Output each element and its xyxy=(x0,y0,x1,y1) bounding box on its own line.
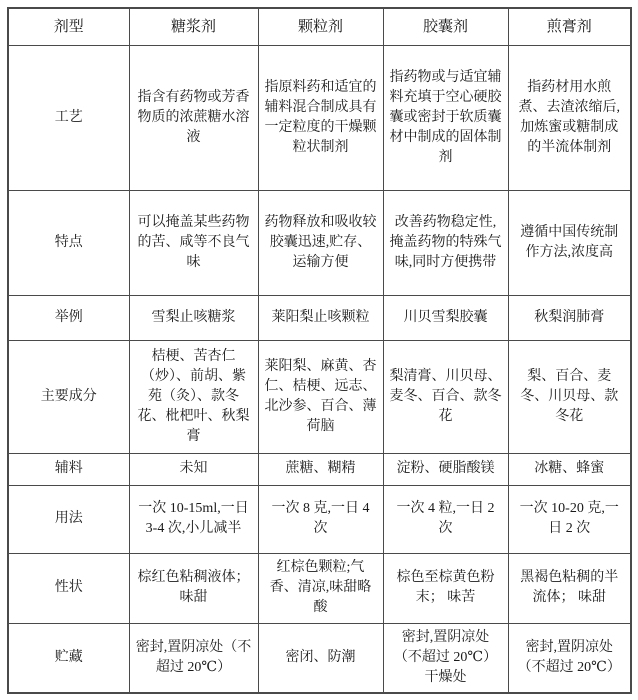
table-row xyxy=(8,485,631,553)
table-cell: 莱阳梨、麻黄、杏仁、桔梗、远志、北沙参、百合、薄荷脑 xyxy=(258,340,383,453)
table-cell: 密封,置阴凉处（不超过 20℃） xyxy=(129,623,258,693)
table-cell: 棕色至棕黄色粉末； 味苦 xyxy=(383,553,508,623)
row-label-gongyi: 工艺 xyxy=(8,45,129,190)
table-row xyxy=(8,553,631,623)
table-cell: 一次 4 粒,一日 2 次 xyxy=(383,485,508,553)
table-cell: 淀粉、硬脂酸镁 xyxy=(383,453,508,485)
table-cell: 蔗糖、糊精 xyxy=(258,453,383,485)
table-row xyxy=(8,340,631,453)
table-cell: 密闭、防潮 xyxy=(258,623,383,693)
table-row xyxy=(8,623,631,693)
row-label-zhucang: 贮藏 xyxy=(8,623,129,693)
row-label-xingzhuang: 性状 xyxy=(8,553,129,623)
table-cell: 秋梨润肺膏 xyxy=(508,295,631,340)
table-cell: 指含有药物或芳香物质的浓蔗糖水溶液 xyxy=(129,45,258,190)
row-label-juli: 举例 xyxy=(8,295,129,340)
table-header-row xyxy=(8,8,631,45)
table-cell: 遵循中国传统制作方法,浓度高 xyxy=(508,190,631,295)
table-cell: 药物释放和吸收较胶囊迅速,贮存、运输方便 xyxy=(258,190,383,295)
column-header-keliji: 颗粒剂 xyxy=(258,8,383,45)
table-cell: 一次 8 克,一日 4 次 xyxy=(258,485,383,553)
column-header-jiaonangji: 胶囊剂 xyxy=(383,8,508,45)
row-label-fuliao: 辅料 xyxy=(8,453,129,485)
table-cell: 川贝雪梨胶囊 xyxy=(383,295,508,340)
table-cell: 可以掩盖某些药物的苦、咸等不良气味 xyxy=(129,190,258,295)
column-header-tangjiangji: 糖浆剂 xyxy=(129,8,258,45)
table-row xyxy=(8,45,631,190)
column-header-jiangaoji: 煎膏剂 xyxy=(508,8,631,45)
table-row xyxy=(8,295,631,340)
table-cell: 莱阳梨止咳颗粒 xyxy=(258,295,383,340)
table-cell: 雪梨止咳糖浆 xyxy=(129,295,258,340)
table-cell: 梨、百合、麦冬、川贝母、款冬花 xyxy=(508,340,631,453)
table-cell: 指原料药和适宜的辅料混合制成具有一定粒度的干燥颗粒状制剂 xyxy=(258,45,383,190)
table-cell: 未知 xyxy=(129,453,258,485)
row-label-zhuyaochengfen: 主要成分 xyxy=(8,340,129,453)
table-cell: 改善药物稳定性,掩盖药物的特殊气味,同时方便携带 xyxy=(383,190,508,295)
dosage-form-comparison-table xyxy=(7,7,632,694)
header-cell-juxing: 剂型 xyxy=(8,8,129,45)
table-cell: 一次 10-20 克,一日 2 次 xyxy=(508,485,631,553)
table-cell: 指药材用水煎煮、去渣浓缩后,加炼蜜或糖制成的半流体制剂 xyxy=(508,45,631,190)
table-cell: 桔梗、苦杏仁（炒）、前胡、紫苑（灸）、款冬花、枇杷叶、秋梨膏 xyxy=(129,340,258,453)
table-row xyxy=(8,190,631,295)
table-cell: 指药物或与适宜辅料充填于空心硬胶囊或密封于软质囊材中制成的固体制剂 xyxy=(383,45,508,190)
table-cell: 一次 10-15ml,一日 3-4 次,小儿减半 xyxy=(129,485,258,553)
row-label-tedian: 特点 xyxy=(8,190,129,295)
row-label-yongfa: 用法 xyxy=(8,485,129,553)
table-cell: 冰糖、蜂蜜 xyxy=(508,453,631,485)
table-cell: 红棕色颗粒;气香、清凉,味甜略酸 xyxy=(258,553,383,623)
table-cell: 密封,置阴凉处（不超过 20℃） xyxy=(508,623,631,693)
table-cell: 密封,置阴凉处（不超过 20℃）干燥处 xyxy=(383,623,508,693)
table-row xyxy=(8,453,631,485)
table-cell: 梨清膏、川贝母、麦冬、百合、款冬花 xyxy=(383,340,508,453)
table-cell: 黑褐色粘稠的半流体； 味甜 xyxy=(508,553,631,623)
table-cell: 棕红色粘稠液体； 味甜 xyxy=(129,553,258,623)
